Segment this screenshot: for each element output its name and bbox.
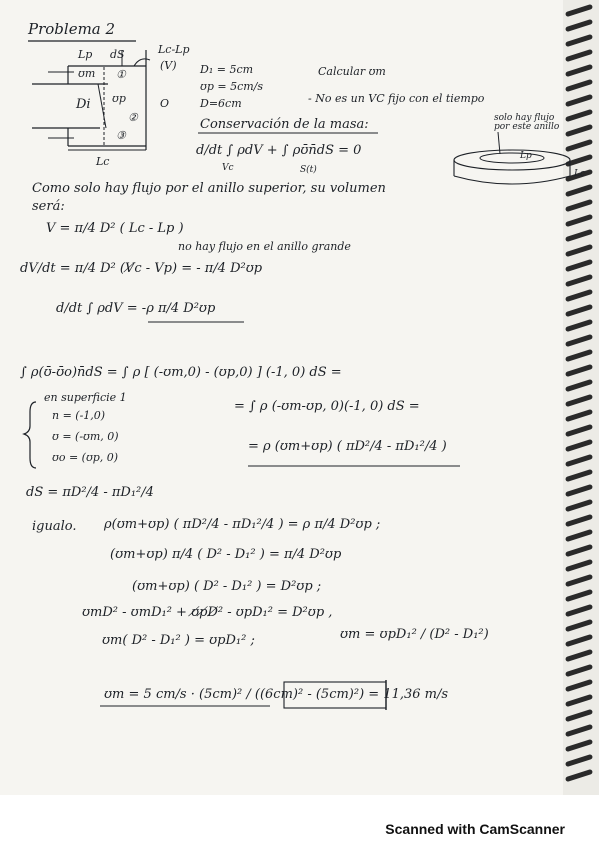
final-result: ʊm = 5 cm/s · (5cm)² / ((6cm)² - (5cm)²) = 11,36 m/s [104, 687, 449, 702]
region-2-label: ② [128, 111, 138, 124]
dv-dt-equation: dV/dt = π/4 D² (V̸c - Vp) = - π/4 D²ʊp [20, 261, 263, 276]
conservacion-heading: Conservación de la masa: [200, 117, 369, 132]
surface-integral-step-2: = ∫ ρ (-ʊm-ʊp, 0)(-1, 0) dS = [234, 399, 420, 414]
step-3: (ʊm+ʊp) ( D² - D₁² ) = D²ʊp ; [132, 579, 322, 594]
como-line-1: Como solo hay flujo por el anillo superior, su volumen [32, 181, 386, 196]
step-2: (ʊm+ʊp) π/4 ( D² - D₁² ) = π/4 D²ʊp [110, 547, 342, 562]
vm-label: ʊm [78, 67, 96, 80]
vm-formula: ʊm = ʊpD₁² / (D² - D₁²) [340, 627, 489, 642]
given-d1: D₁ = 5cm [200, 63, 254, 76]
step-5: ʊm( D² - D₁² ) = ʊpD₁² ; [102, 633, 255, 648]
side-sketch-lp: Lp [520, 151, 532, 161]
region-1-label: ① [116, 68, 126, 81]
given-up: ʊp = 5cm/s [200, 80, 264, 93]
lc-lp-label: Lc-Lp [158, 43, 190, 56]
lc-label: Lc [96, 155, 110, 168]
mass-eq-vc: Vc [222, 163, 234, 173]
como-line-2: será: [32, 199, 65, 214]
superficie-title: en superficie 1 [44, 391, 127, 404]
page-title: Problema 2 [28, 20, 116, 38]
side-sketch-lc: Lc [574, 169, 586, 179]
mass-eq-sc: S(t) [300, 165, 317, 175]
step-4: ʊmD² - ʊmD₁² + ʊ̸p̸D̸² - ʊpD₁² = D²ʊp , [82, 605, 333, 620]
ds-label: dS [110, 48, 125, 61]
v-vector: ʊ = (-ʊm, 0) [52, 430, 119, 443]
calcular-label: Calcular ʊm [318, 65, 386, 78]
ds-equation: dS = πD²/4 - πD₁²/4 [26, 485, 154, 500]
scanner-footer [0, 795, 599, 848]
surface-integral-step-3: = ρ (ʊm+ʊp) ( πD²/4 - πD₁²/4 ) [248, 439, 447, 454]
v-label: (V) [160, 59, 177, 72]
region-3-label: ③ [116, 129, 126, 142]
ddt-integral-equation: d/dt ∫ ρdV = -ρ π/4 D²ʊp [56, 301, 216, 316]
igualo-label: igualo. [32, 519, 77, 534]
vp-label: ʊp [112, 92, 126, 105]
side-sketch-note: solo hay flujo por este anillo [494, 113, 560, 132]
given-d: D=6cm [200, 97, 242, 110]
step-1: ρ(ʊm+ʊp) ( πD²/4 - πD₁²/4 ) = ρ π/4 D²ʊp ; [104, 517, 381, 532]
vo-vector: ʊo = (ʊp, 0) [52, 451, 119, 464]
lp-label: Lp [78, 48, 93, 61]
surface-integral-equation: ∫ ρ(ʊ̄-ʊ̄o)n̄dS = ∫ ρ [ (-ʊm,0) - (ʊp,0) ] (-1, 0) dS = [20, 365, 342, 380]
no-vc-note: - No es un VC fijo con el tiempo [308, 92, 485, 105]
di-label: Di [76, 97, 91, 112]
n-vector: n = (-1,0) [52, 409, 106, 422]
no-flujo-note: no hay flujo en el anillo grande [178, 240, 351, 253]
camscanner-label: Scanned with CamScanner [385, 821, 565, 837]
mass-equation: d/dt ∫ ρdV + ∫ ρʊ̄n̄dS = 0 [196, 143, 362, 158]
volume-equation: V = π/4 D² ( Lc - Lp ) [46, 221, 184, 236]
o-label: O [160, 97, 170, 110]
